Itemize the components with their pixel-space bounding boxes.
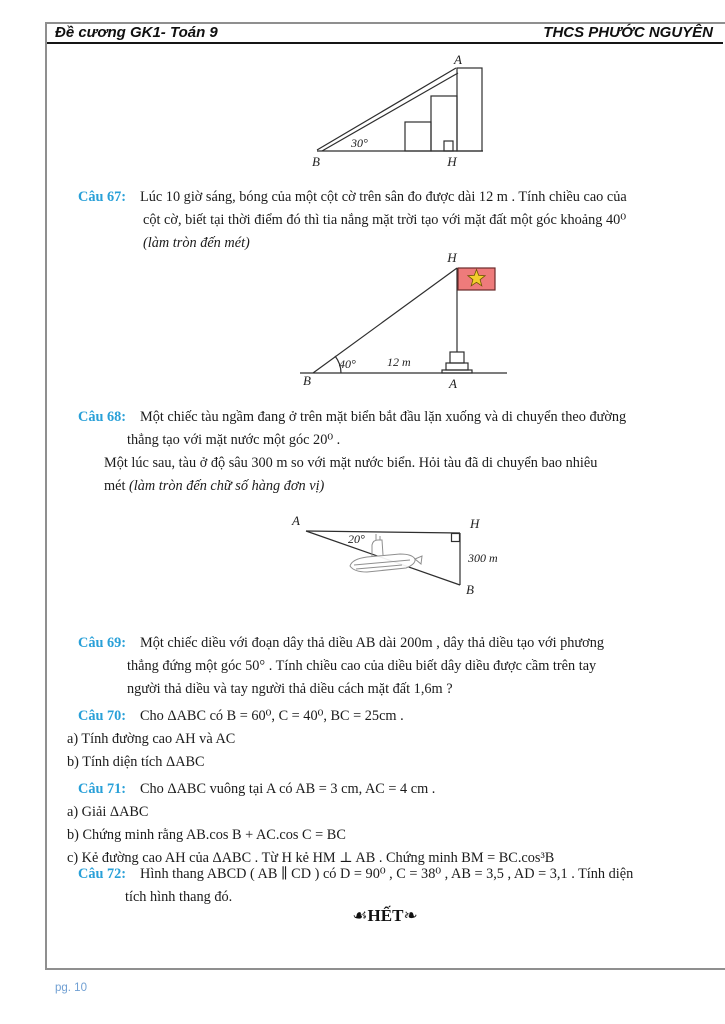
question-70-intro: Cho ΔABC có B = 60⁰, C = 40⁰, BC = 25cm .	[140, 708, 404, 724]
angle-label-30: 30°	[351, 136, 368, 150]
pedestal-mid	[446, 363, 468, 370]
base-length-label: 12 m	[387, 355, 411, 369]
vertex-label-A: A	[454, 52, 462, 67]
flagpole-diagram	[295, 252, 513, 400]
hypotenuse-lower	[322, 73, 458, 151]
vertex-label-H: H	[447, 154, 457, 169]
hypotenuse-upper	[317, 68, 456, 150]
question-71-item-a: a) Giải ΔABC	[67, 804, 149, 820]
question-71-intro: Cho ΔABC vuông tại A có AB = 3 cm, AC = 4 cm .	[140, 781, 436, 797]
question-67-line3: (làm tròn đến mét)	[143, 235, 250, 251]
vertex-label-H: H	[447, 250, 457, 265]
question-71-label: Câu 71:	[78, 781, 127, 797]
surface-line	[306, 531, 460, 533]
question-68-label: Câu 68:	[78, 409, 127, 425]
sun-ray-hypotenuse	[313, 268, 457, 373]
question-67-line1: Lúc 10 giờ sáng, bóng của một cột cờ trên sân đo được dài 12 m . Tính chiều cao của	[140, 189, 627, 205]
pedestal-base	[442, 370, 472, 373]
vertex-label-B: B	[303, 373, 311, 388]
question-72-label: Câu 72:	[78, 866, 127, 882]
question-68-line4: mét (làm tròn đến chữ số hàng đơn vị)	[104, 478, 325, 494]
end-of-document-mark: ☙HẾT❧	[352, 906, 418, 925]
question-67-line2: cột cờ, biết tại thời điểm đó thì tia nắng mặt trời tạo với mặt đất một góc khoảng 40⁰	[143, 212, 627, 228]
question-68-line3: Một lúc sau, tàu ở độ sâu 300 m so với mặt nước biển. Hỏi tàu đã di chuyển bao nhiêu	[104, 455, 598, 471]
small-building-rect	[405, 122, 431, 151]
right-angle-marker	[444, 141, 453, 151]
vertex-label-A: A	[292, 513, 300, 528]
question-70-item-a: a) Tính đường cao AH và AC	[67, 731, 236, 747]
page-number: pg. 10	[55, 982, 87, 994]
question-67	[78, 186, 627, 255]
vertex-label-B: B	[312, 154, 320, 169]
page-header	[47, 24, 723, 44]
header-title-right: THCS PHƯỚC NGUYÊN	[543, 24, 713, 41]
question-68	[78, 406, 626, 498]
question-72-line1: Hình thang ABCD ( AB ∥ CD ) có D = 90⁰ , C = 38⁰ , AB = 3,5 , AD = 3,1 . Tính diện	[140, 866, 634, 882]
question-71-item-c: c) Kẻ đường cao AH của ΔABC . Từ H kẻ HM ⊥ AB . Chứng minh BM = BC.cos³B	[67, 850, 555, 866]
vertex-label-B: B	[466, 582, 474, 597]
depth-label: 300 m	[468, 551, 498, 565]
pedestal-top	[450, 352, 464, 363]
question-68-line1: Một chiếc tàu ngầm đang ở trên mặt biển bắt đầu lặn xuống và di chuyển theo đường	[140, 409, 627, 425]
question-68-line2: thẳng tạo với mặt nước một góc 20⁰ .	[127, 432, 341, 448]
tall-building-rect	[457, 68, 482, 151]
question-67-label: Câu 67:	[78, 189, 127, 205]
question-70	[67, 705, 404, 774]
header-title-left: Đề cương GK1- Toán 9	[55, 24, 218, 41]
question-70-item-b: b) Tính diện tích ΔABC	[67, 754, 205, 770]
question-69-line2: thẳng đứng một góc 50° . Tính chiều cao của diều biết dây diều được cầm trên tay	[127, 658, 597, 674]
vertex-label-H: H	[470, 516, 480, 531]
question-69-line3: người thả diều và tay người thả diều cách mặt đất 1,6m ?	[127, 681, 453, 697]
question-72	[78, 863, 633, 909]
right-angle-marker	[452, 534, 460, 542]
question-71	[67, 778, 555, 870]
question-72-line2: tích hình thang đó.	[125, 889, 233, 905]
submarine-diagram	[272, 512, 517, 607]
question-69-line1: Một chiếc diều với đoạn dây thả diều AB dài 200m , dây thả diều tạo với phương	[140, 635, 605, 651]
question-70-label: Câu 70:	[78, 708, 127, 724]
angle-label-20: 20°	[348, 532, 365, 546]
question-69-label: Câu 69:	[78, 635, 127, 651]
angle-label-40: 40°	[339, 357, 356, 371]
question-71-item-b: b) Chứng minh rằng AB.cos B + AC.cos C = BC	[67, 827, 346, 843]
vertex-label-A: A	[449, 376, 457, 391]
stairs-triangle-diagram	[295, 52, 500, 174]
question-69	[78, 632, 604, 701]
